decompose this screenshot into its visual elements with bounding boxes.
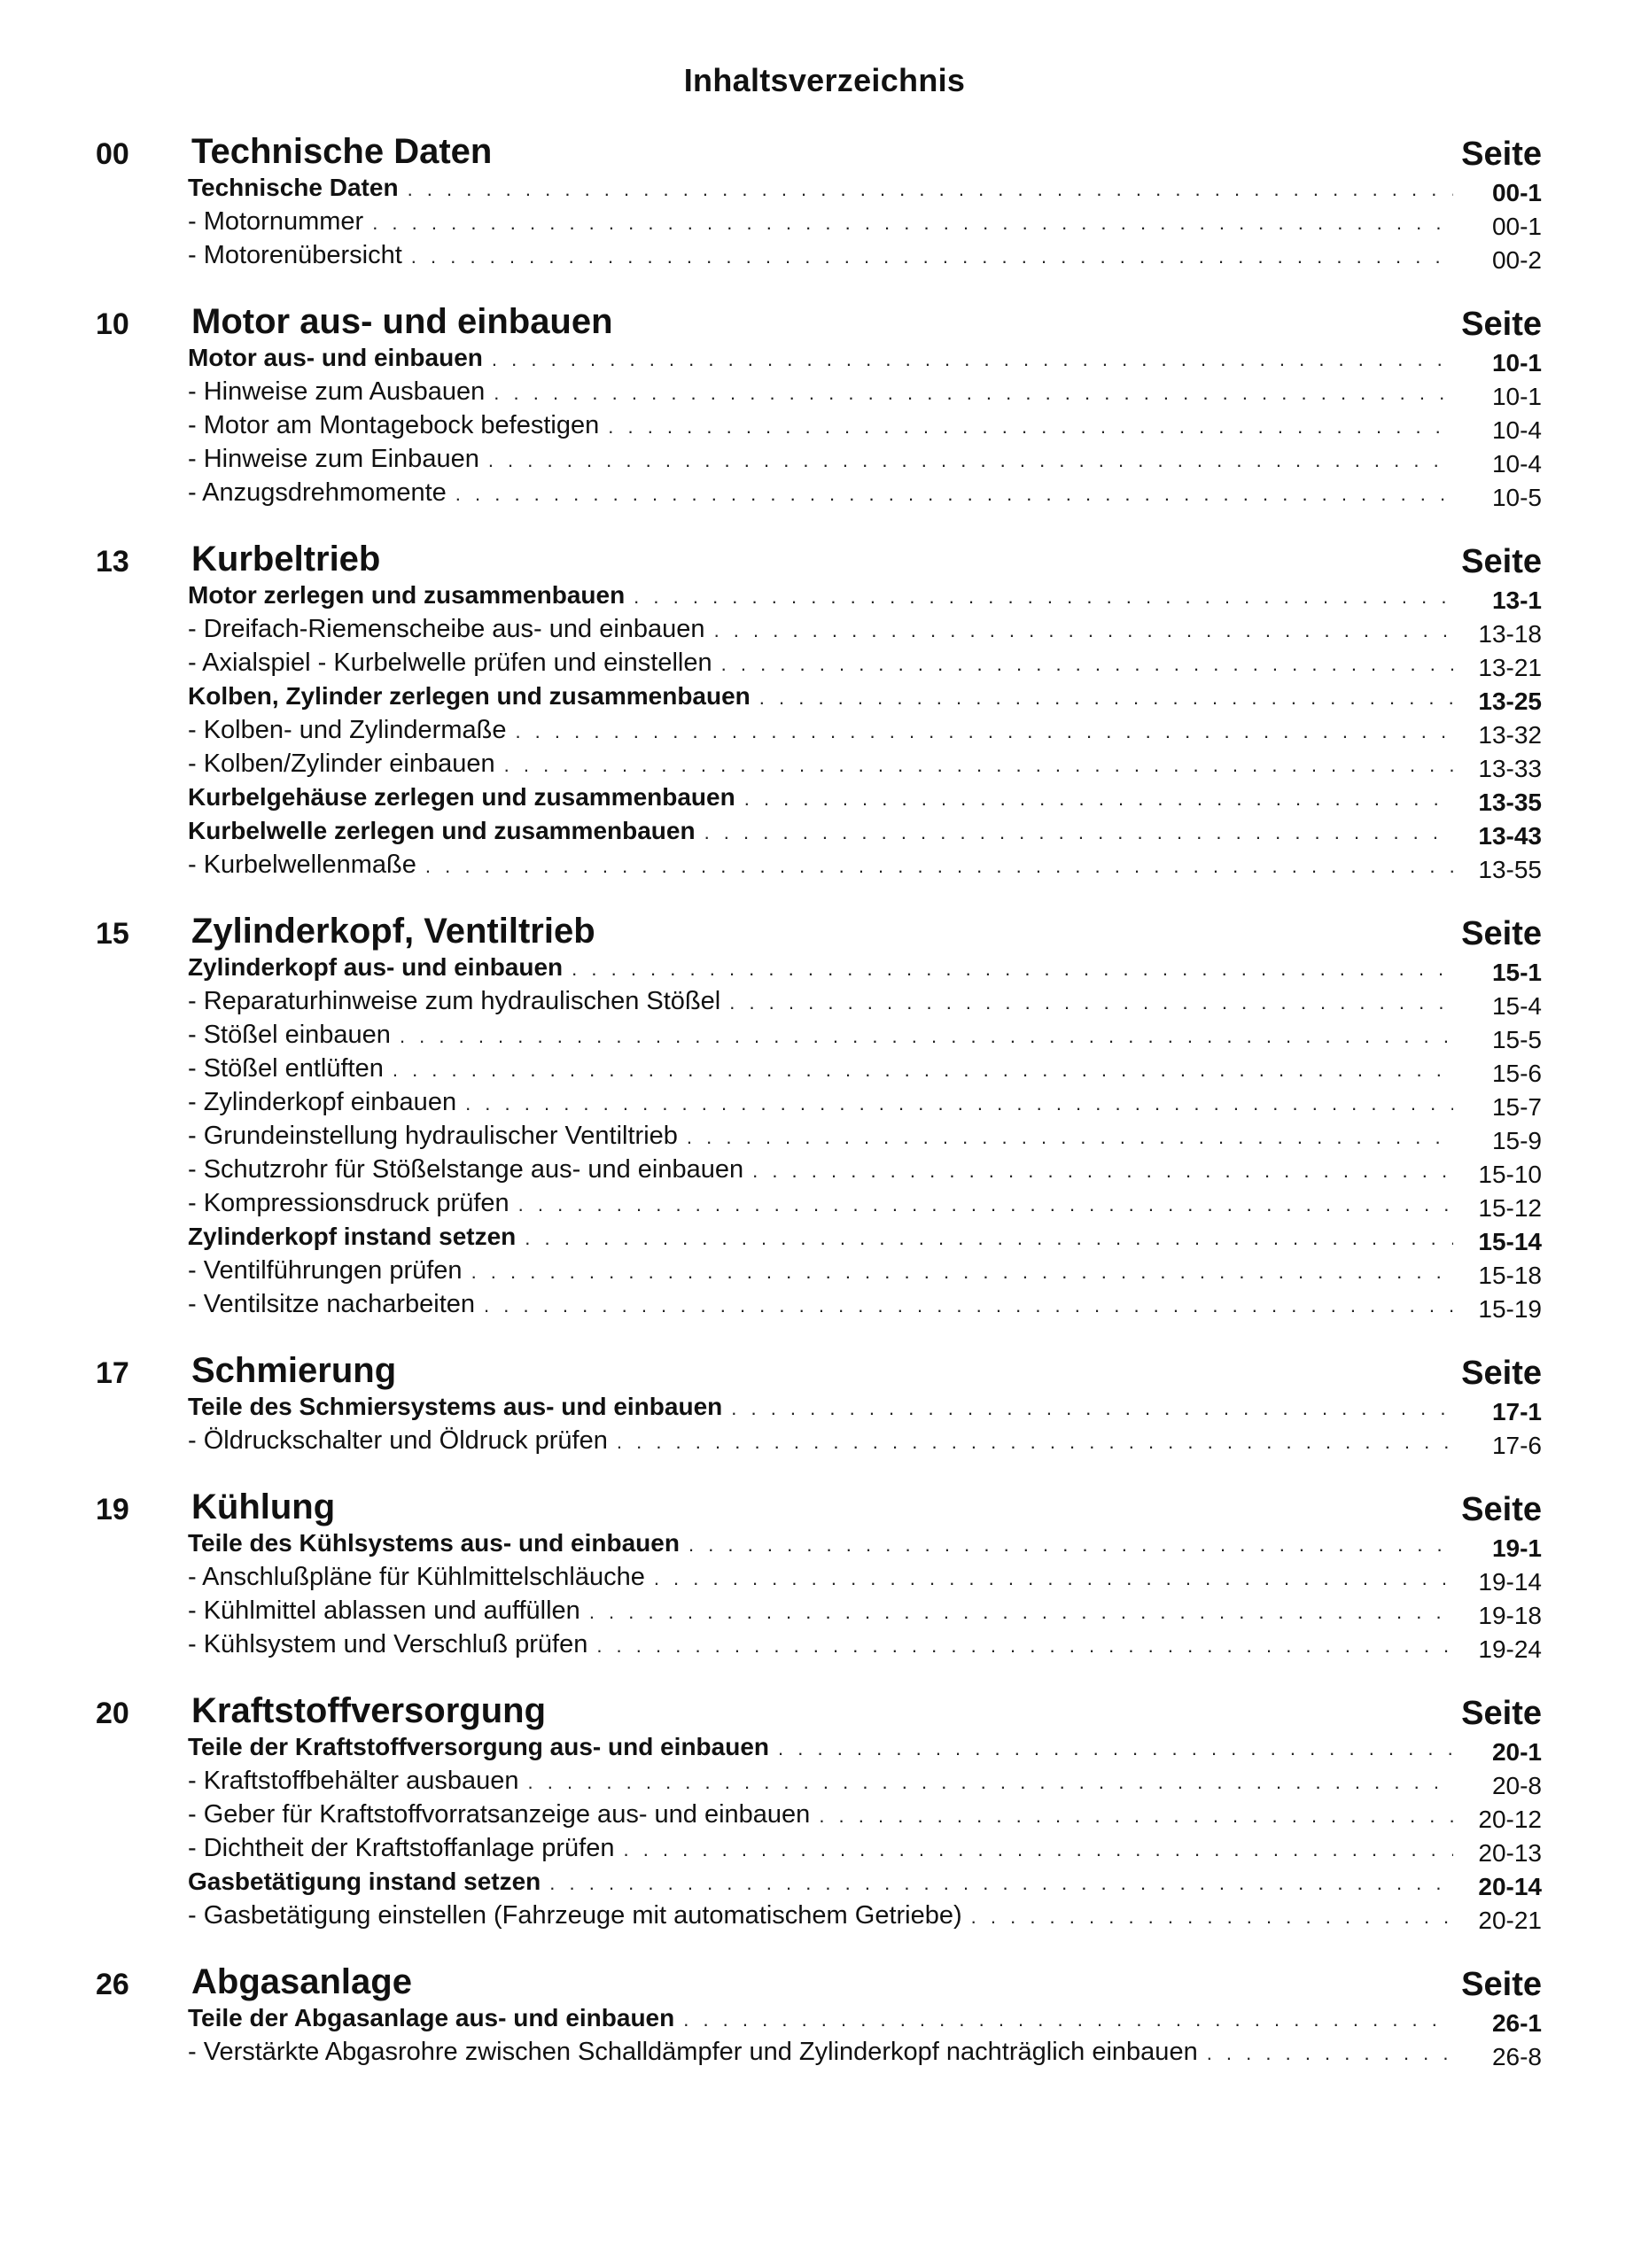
entry-label: - Grundeinstellung hydraulischer Ventiltrieb [188, 1122, 678, 1150]
entry-page-number: 15-4 [1491, 992, 1542, 1020]
dot-leader [688, 1534, 1453, 1557]
entry-label: - Stößel entlüften [188, 1054, 384, 1083]
section-title: Motor aus- und einbauen [191, 302, 613, 341]
section-title: Technische Daten [191, 132, 493, 171]
dot-leader [518, 1193, 1453, 1216]
dot-leader [596, 1635, 1453, 1658]
toc-entry [188, 344, 1542, 377]
entry-label: Teile der Kraftstoffversorgung aus- und einbauen [188, 1733, 770, 1760]
entry-label: - Kraftstoffbehälter ausbauen [188, 1767, 519, 1795]
entry-page-number: 19-1 [1491, 1534, 1542, 1562]
entry-page-number: 00-2 [1491, 246, 1542, 274]
section-number: 19 [96, 1493, 129, 1526]
section-number: 26 [96, 1968, 129, 2001]
section-heading [89, 533, 1542, 581]
toc-section [89, 1345, 1542, 1460]
entry-page-number: 20-8 [1491, 1772, 1542, 1799]
entry-page-number: 15-12 [1478, 1194, 1542, 1222]
entry-page-number: 10-5 [1491, 484, 1542, 511]
dot-leader [617, 1431, 1453, 1454]
section-title: Zylinderkopf, Ventiltrieb [191, 912, 595, 951]
toc-entry [188, 1155, 1542, 1189]
entry-page-number: 19-24 [1478, 1635, 1542, 1663]
dot-leader [471, 1261, 1453, 1284]
section-heading [89, 296, 1542, 344]
section-heading [89, 1956, 1542, 2004]
dot-leader [494, 382, 1453, 405]
entry-page-number: 19-14 [1478, 1568, 1542, 1596]
dot-leader [528, 1771, 1454, 1794]
entry-page-number: 15-9 [1491, 1127, 1542, 1154]
toc-entry [188, 2004, 1542, 2038]
entry-page-number: 15-14 [1478, 1228, 1542, 1255]
entry-page-number: 13-55 [1478, 856, 1542, 883]
entry-page-number: 15-5 [1491, 1026, 1542, 1053]
toc-entry [188, 1529, 1542, 1563]
entry-label: - Axialspiel - Kurbelwelle prüfen und einstellen [188, 649, 712, 677]
entry-page-number: 13-33 [1478, 755, 1542, 782]
toc-entry [188, 1868, 1542, 1901]
dot-leader [589, 1601, 1453, 1624]
entry-page-number: 13-32 [1478, 721, 1542, 749]
dot-leader [759, 687, 1453, 710]
section-number: 10 [96, 307, 129, 341]
entry-page-number: 17-6 [1491, 1432, 1542, 1459]
entry-page-number: 20-14 [1478, 1873, 1542, 1900]
entry-page-number: 15-10 [1478, 1161, 1542, 1188]
entry-label: - Gasbetätigung einstellen (Fahrzeuge mit automatischem Getriebe) [188, 1901, 962, 1930]
page-title: Inhaltsverzeichnis [683, 62, 966, 98]
toc-section [89, 533, 1542, 884]
dot-leader [1207, 2042, 1453, 2065]
dot-leader [515, 720, 1453, 743]
toc-entry [188, 817, 1542, 850]
toc-entry [188, 1426, 1542, 1460]
toc-section [89, 296, 1542, 512]
toc-entry [188, 1834, 1542, 1868]
entry-label: - Kompressionsdruck prüfen [188, 1189, 509, 1217]
section-title: Kühlung [191, 1487, 336, 1526]
entry-page-number: 13-25 [1478, 687, 1542, 715]
dot-leader [721, 653, 1453, 676]
dot-leader [752, 1160, 1453, 1183]
dot-leader [687, 1126, 1453, 1149]
entry-page-number: 26-1 [1491, 2009, 1542, 2037]
entry-label: Motor aus- und einbauen [188, 344, 483, 371]
section-number: 17 [96, 1356, 129, 1390]
section-title: Abgasanlage [191, 1962, 412, 2001]
toc-entry [188, 1800, 1542, 1834]
entry-label: - Kolben/Zylinder einbauen [188, 750, 495, 778]
toc-entry [188, 750, 1542, 783]
toc-entry [188, 1054, 1542, 1088]
toc-entry [188, 987, 1542, 1021]
entry-label: - Dichtheit der Kraftstoffanlage prüfen [188, 1834, 615, 1862]
section-heading [89, 905, 1542, 953]
entry-label: - Reparaturhinweise zum hydraulischen Stößel [188, 987, 721, 1015]
toc-entry [188, 1630, 1542, 1664]
section-heading [89, 1481, 1542, 1529]
section-title: Kraftstoffversorgung [191, 1691, 547, 1730]
toc-section [89, 1481, 1542, 1664]
toc-entry [188, 241, 1542, 275]
toc-entry [188, 581, 1542, 615]
seite-label: Seite [1461, 1966, 1542, 2003]
toc-entry [188, 1901, 1542, 1935]
section-heading [89, 1345, 1542, 1393]
entry-page-number: 15-1 [1491, 959, 1542, 986]
toc-entry [188, 615, 1542, 649]
toc-entry [188, 411, 1542, 445]
dot-leader [731, 1397, 1453, 1420]
entry-label: Kolben, Zylinder zerlegen und zusammenbauen [188, 682, 751, 710]
entry-label: - Hinweise zum Einbauen [188, 445, 479, 473]
seite-label: Seite [1461, 1491, 1542, 1528]
entry-label: - Kühlmittel ablassen und auffüllen [188, 1596, 580, 1625]
toc-entry [188, 1767, 1542, 1800]
entry-label: - Schutzrohr für Stößelstange aus- und einbauen [188, 1155, 744, 1184]
entry-label: - Anzugsdrehmomente [188, 478, 447, 507]
section-number: 15 [96, 917, 129, 951]
entry-label: Teile des Kühlsystems aus- und einbauen [188, 1529, 680, 1557]
section-number: 13 [96, 545, 129, 579]
toc-entry [188, 1223, 1542, 1256]
entry-label: - Anschlußpläne für Kühlmittelschläuche [188, 1563, 645, 1591]
toc-entry [188, 1088, 1542, 1122]
entry-label: - Öldruckschalter und Öldruck prüfen [188, 1426, 608, 1455]
entry-label: Zylinderkopf aus- und einbauen [188, 953, 564, 981]
entry-label: Technische Daten [188, 174, 399, 201]
entry-page-number: 20-13 [1478, 1839, 1542, 1867]
toc-entry [188, 953, 1542, 987]
dot-leader [411, 245, 1453, 268]
dot-leader [654, 1567, 1453, 1590]
entry-page-number: 00-1 [1491, 213, 1542, 240]
toc-entry [188, 445, 1542, 478]
toc-section [89, 905, 1542, 1324]
entry-page-number: 15-7 [1491, 1093, 1542, 1121]
entry-label: - Verstärkte Abgasrohre zwischen Schalldämpfer und Zylinderkopf nachträglich einbauen [188, 2038, 1198, 2066]
dot-leader [971, 1906, 1453, 1929]
toc-entry [188, 1122, 1542, 1155]
dot-leader [714, 619, 1453, 642]
toc-entry [188, 1733, 1542, 1767]
entry-page-number: 13-35 [1478, 788, 1542, 816]
entry-label: Teile der Abgasanlage aus- und einbauen [188, 2004, 675, 2031]
dot-leader [492, 348, 1453, 371]
entry-label: - Zylinderkopf einbauen [188, 1088, 457, 1116]
dot-leader [572, 958, 1453, 981]
section-heading [89, 126, 1542, 174]
dot-leader [455, 483, 1453, 506]
entry-page-number: 20-1 [1491, 1738, 1542, 1766]
section-number: 00 [96, 137, 129, 171]
dot-leader [525, 1227, 1453, 1250]
toc-entry [188, 1290, 1542, 1324]
dot-leader [729, 991, 1453, 1014]
entry-page-number: 13-1 [1491, 586, 1542, 614]
toc-entry [188, 783, 1542, 817]
entry-label: Zylinderkopf instand setzen [188, 1223, 517, 1250]
seite-label: Seite [1461, 1355, 1542, 1392]
entry-label: - Motornummer [188, 207, 364, 236]
dot-leader [819, 1805, 1453, 1828]
dot-leader [634, 586, 1453, 609]
dot-leader [484, 1294, 1453, 1317]
toc-entry [188, 2038, 1542, 2071]
entry-page-number: 26-8 [1491, 2043, 1542, 2070]
entry-page-number: 10-4 [1491, 450, 1542, 478]
dot-leader [549, 1872, 1453, 1895]
entry-label: Motor zerlegen und zusammenbauen [188, 581, 626, 609]
section-number: 20 [96, 1697, 129, 1730]
entry-page-number: 19-18 [1478, 1602, 1542, 1629]
section-title: Schmierung [191, 1351, 397, 1390]
dot-leader [465, 1092, 1453, 1115]
entry-page-number: 13-21 [1478, 654, 1542, 681]
entry-page-number: 20-21 [1478, 1907, 1542, 1934]
entry-page-number: 10-1 [1491, 383, 1542, 410]
entry-label: Gasbetätigung instand setzen [188, 1868, 541, 1895]
dot-leader [408, 178, 1453, 201]
dot-leader [744, 788, 1453, 811]
seite-label: Seite [1461, 136, 1542, 173]
toc-entry [188, 207, 1542, 241]
toc-entry [188, 1021, 1542, 1054]
toc-section [89, 1685, 1542, 1935]
entry-page-number: 20-12 [1478, 1806, 1542, 1833]
entry-label: - Kurbelwellenmaße [188, 850, 416, 879]
table-of-contents [89, 126, 1542, 2093]
toc-entry [188, 1393, 1542, 1426]
toc-entry [188, 1596, 1542, 1630]
dot-leader [393, 1059, 1453, 1082]
dot-leader [372, 212, 1453, 235]
toc-entry [188, 478, 1542, 512]
entry-label: - Motor am Montagebock befestigen [188, 411, 600, 439]
toc-entry [188, 174, 1542, 207]
toc-entry [188, 716, 1542, 750]
entry-label: - Geber für Kraftstoffvorratsanzeige aus- und einbauen [188, 1800, 811, 1829]
dot-leader [425, 855, 1453, 878]
dot-leader [778, 1737, 1453, 1760]
toc-entry [188, 1563, 1542, 1596]
entry-page-number: 15-6 [1491, 1060, 1542, 1087]
seite-label: Seite [1461, 1695, 1542, 1732]
entry-label: - Kolben- und Zylindermaße [188, 716, 507, 744]
entry-page-number: 13-43 [1478, 822, 1542, 850]
dot-leader [608, 416, 1453, 439]
entry-label: - Kühlsystem und Verschluß prüfen [188, 1630, 588, 1658]
entry-label: - Ventilsitze nacharbeiten [188, 1290, 476, 1318]
seite-label: Seite [1461, 543, 1542, 580]
entry-page-number: 10-4 [1491, 416, 1542, 444]
toc-entry [188, 1256, 1542, 1290]
dot-leader [683, 2008, 1453, 2031]
toc-entry [188, 377, 1542, 411]
entry-label: - Stößel einbauen [188, 1021, 391, 1049]
entry-label: Kurbelgehäuse zerlegen und zusammenbauen [188, 783, 735, 811]
dot-leader [623, 1838, 1453, 1861]
toc-entry [188, 649, 1542, 682]
entry-label: Kurbelwelle zerlegen und zusammenbauen [188, 817, 696, 844]
section-heading [89, 1685, 1542, 1733]
entry-page-number: 13-18 [1478, 620, 1542, 648]
entry-page-number: 15-18 [1478, 1262, 1542, 1289]
dot-leader [704, 821, 1453, 844]
entry-page-number: 17-1 [1491, 1398, 1542, 1425]
entry-page-number: 10-1 [1491, 349, 1542, 377]
toc-entry [188, 682, 1542, 716]
dot-leader [488, 449, 1453, 472]
dot-leader [400, 1025, 1453, 1048]
entry-label: Teile des Schmiersystems aus- und einbauen [188, 1393, 723, 1420]
toc-section [89, 126, 1542, 275]
entry-label: - Ventilführungen prüfen [188, 1256, 463, 1285]
toc-entry [188, 850, 1542, 884]
entry-page-number: 00-1 [1491, 179, 1542, 206]
toc-entry [188, 1189, 1542, 1223]
entry-label: - Hinweise zum Ausbauen [188, 377, 486, 406]
entry-label: - Dreifach-Riemenscheibe aus- und einbauen [188, 615, 705, 643]
dot-leader [504, 754, 1453, 777]
section-title: Kurbeltrieb [191, 540, 381, 579]
seite-label: Seite [1461, 306, 1542, 343]
entry-label: - Motorenübersicht [188, 241, 402, 269]
seite-label: Seite [1461, 915, 1542, 952]
entry-page-number: 15-19 [1478, 1295, 1542, 1323]
toc-section [89, 1956, 1542, 2071]
